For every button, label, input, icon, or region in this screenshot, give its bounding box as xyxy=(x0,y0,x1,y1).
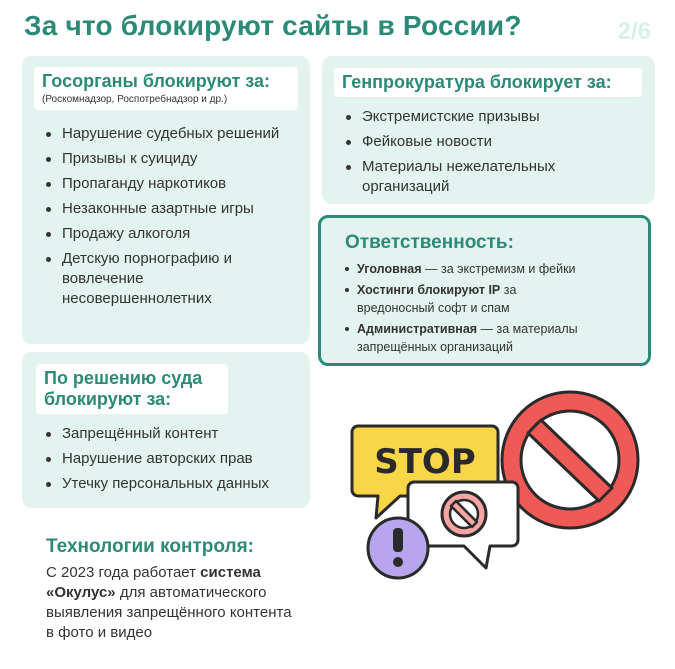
list-item: Материалы нежелательных организаций xyxy=(344,157,572,197)
gov-bodies-list xyxy=(44,124,294,314)
court-heading xyxy=(36,364,228,414)
technology-text xyxy=(46,563,296,643)
prosecutor-card xyxy=(322,56,655,204)
technology-text-bold: система «Окулус» xyxy=(46,564,261,601)
court-title-line2: блокируют за: xyxy=(44,389,172,409)
page-indicator: 2/6 xyxy=(617,18,651,45)
list-item: Нарушение авторских прав xyxy=(44,449,304,469)
responsibility-bold: Хостинги блокируют IP xyxy=(357,283,501,297)
stop-sign-text: STOP xyxy=(374,442,476,482)
gov-bodies-title: Госорганы блокируют за: xyxy=(42,71,270,91)
page-title: За что блокируют сайты в России? xyxy=(24,10,522,41)
responsibility-bold: Уголовная xyxy=(357,262,422,276)
prosecutor-list xyxy=(344,107,614,202)
list-item: Пропаганду наркотиков xyxy=(44,174,294,194)
list-item: Фейковые новости xyxy=(344,132,614,152)
court-title-line1: По решению суда xyxy=(44,368,203,388)
prosecutor-title: Генпрокуратура блокирует за: xyxy=(342,72,612,92)
technology-text-after: для автоматического выявления запрещённого контента в фото и видео xyxy=(46,584,292,641)
ban-sign-icon xyxy=(502,392,638,528)
technology-title: Технологии контроля: xyxy=(46,536,254,557)
list-item xyxy=(343,281,577,317)
list-item xyxy=(343,260,633,278)
gov-bodies-heading xyxy=(34,67,298,110)
list-item: Запрещённый контент xyxy=(44,424,304,444)
list-item: Незаконные азартные игры xyxy=(44,199,294,219)
gov-bodies-card xyxy=(22,56,310,344)
responsibility-text: за вредоносный софт и спам xyxy=(357,283,517,315)
responsibility-title: Ответственность: xyxy=(345,232,514,253)
exclamation-icon xyxy=(368,518,428,578)
list-item: Детскую порнографию и вовлечение несовершеннолетних xyxy=(44,249,247,309)
technology-text-before: С 2023 года работает xyxy=(46,564,201,581)
list-item: Нарушение судебных решений xyxy=(44,124,294,144)
responsibility-text: — за экстремизм и фейки xyxy=(421,262,576,276)
gov-bodies-subtitle: (Роскомнадзор, Роспотребнадзор и др.) xyxy=(42,94,228,105)
list-item xyxy=(343,320,617,356)
list-item: Экстремистские призывы xyxy=(344,107,614,127)
responsibility-bold: Административная xyxy=(357,322,478,336)
court-card xyxy=(22,352,310,508)
prosecutor-heading xyxy=(334,68,642,97)
list-item: Продажу алкоголя xyxy=(44,224,294,244)
stop-ban-illustration xyxy=(348,388,648,588)
list-item: Утечку персональных данных xyxy=(44,474,304,494)
court-list xyxy=(44,424,304,499)
responsibility-text: — за материалы запрещённых организаций xyxy=(357,322,578,354)
responsibility-card xyxy=(318,215,651,366)
list-item: Призывы к суициду xyxy=(44,149,294,169)
responsibility-list xyxy=(343,260,633,359)
